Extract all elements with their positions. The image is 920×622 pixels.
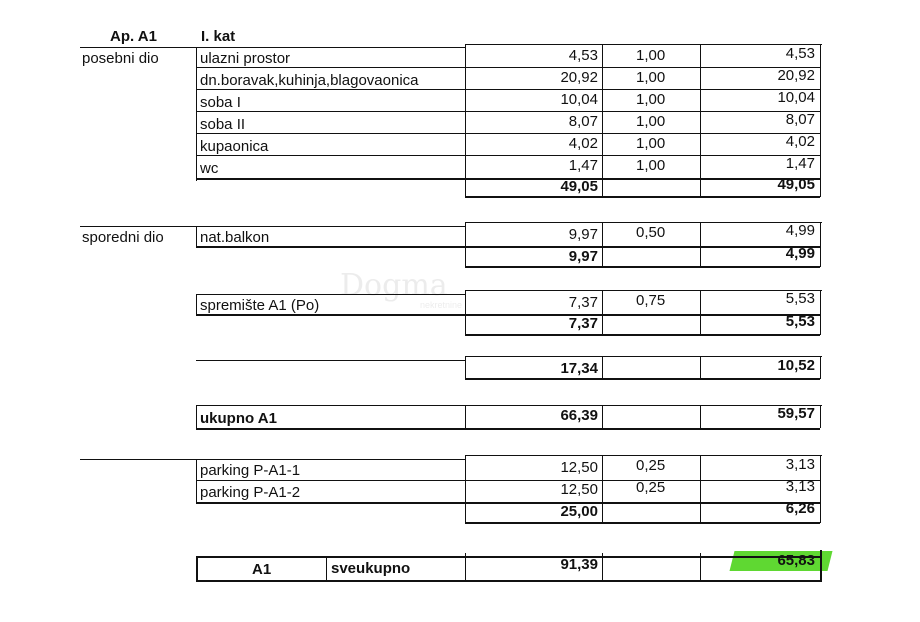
rule — [80, 47, 466, 48]
subtotal-area: 17,34 — [560, 360, 598, 377]
grid-line — [602, 455, 603, 523]
rule — [465, 266, 820, 268]
room-coef: 0,50 — [636, 224, 666, 241]
section-total-net: 49,05 — [777, 176, 815, 193]
grid-line — [196, 556, 198, 581]
room-net: 8,07 — [785, 111, 815, 128]
room-name: ulazni prostor — [200, 50, 291, 67]
grid-line — [465, 553, 466, 581]
room-name: wc — [200, 160, 219, 177]
room-coef: 1,00 — [636, 113, 666, 130]
section-label-sporedni: sporedni dio — [82, 229, 164, 246]
rule — [80, 226, 466, 227]
room-area: 4,53 — [568, 47, 598, 64]
grid-line — [820, 405, 821, 428]
room-coef: 1,00 — [636, 135, 666, 152]
grid-line — [465, 222, 466, 267]
parking-coef: 0,25 — [636, 457, 666, 474]
parking-area: 12,50 — [560, 481, 598, 498]
floor-title: I. kat — [201, 28, 236, 45]
grid-line — [602, 356, 603, 379]
grid-line — [465, 356, 466, 379]
room-coef: 1,00 — [636, 91, 666, 108]
grand-total-label: sveukupno — [331, 560, 411, 577]
parking-net: 3,13 — [785, 456, 815, 473]
room-coef: 1,00 — [636, 69, 666, 86]
apartment-title: Ap. A1 — [110, 28, 157, 45]
grid-line — [602, 222, 603, 267]
grid-line — [602, 553, 603, 581]
room-area: 9,97 — [568, 226, 598, 243]
rule — [465, 522, 820, 524]
grid-line — [465, 290, 466, 335]
grid-line — [700, 356, 701, 379]
rule — [196, 294, 466, 295]
room-area: 10,04 — [560, 91, 598, 108]
grid-line — [465, 405, 466, 428]
room-area: 8,07 — [568, 113, 598, 130]
room-net: 10,04 — [777, 89, 815, 106]
room-area: 4,02 — [568, 135, 598, 152]
grid-line — [820, 44, 821, 197]
room-name: spremište A1 (Po) — [200, 297, 320, 314]
grid-line — [602, 290, 603, 335]
rule — [196, 360, 466, 361]
room-net: 20,92 — [777, 67, 815, 84]
rule — [465, 196, 820, 198]
room-coef: 1,00 — [636, 47, 666, 64]
grand-total-area: 91,39 — [560, 556, 598, 573]
grid-line — [196, 405, 197, 428]
room-net: 1,47 — [785, 155, 815, 172]
room-net: 5,53 — [785, 290, 815, 307]
grid-line — [820, 356, 821, 379]
ukupno-label: ukupno A1 — [200, 410, 277, 427]
parking-total-net: 6,26 — [785, 500, 815, 517]
grid-line — [700, 405, 701, 428]
grand-total-unit: A1 — [252, 561, 272, 578]
subtotal-net: 10,52 — [777, 357, 815, 374]
section-total-area: 49,05 — [560, 178, 598, 195]
rule — [80, 459, 466, 460]
grid-line — [820, 550, 822, 580]
ukupno-area: 66,39 — [560, 407, 598, 424]
room-net: 4,02 — [785, 133, 815, 150]
ukupno-net: 59,57 — [777, 405, 815, 422]
section-total-area: 9,97 — [568, 248, 598, 265]
room-area: 7,37 — [568, 294, 598, 311]
room-name: soba II — [200, 116, 246, 133]
grid-line — [465, 455, 466, 523]
room-name: dn.boravak,kuhinja,blagovaonica — [200, 72, 419, 89]
room-coef: 1,00 — [636, 157, 666, 174]
room-area: 1,47 — [568, 157, 598, 174]
watermark-subtext: nekretnine — [420, 300, 463, 310]
rule — [465, 334, 820, 336]
grand-total-net: 65,83 — [777, 552, 815, 569]
grid-line — [700, 290, 701, 335]
room-name: nat.balkon — [200, 229, 270, 246]
section-total-area: 7,37 — [568, 315, 598, 332]
section-total-net: 5,53 — [785, 313, 815, 330]
parking-name: parking P-A1-1 — [200, 462, 301, 479]
room-net: 4,99 — [785, 222, 815, 239]
grid-line — [700, 222, 701, 267]
grid-line — [820, 290, 821, 335]
grid-line — [820, 222, 821, 267]
parking-total-area: 25,00 — [560, 503, 598, 520]
rule — [196, 428, 820, 430]
grid-line — [700, 553, 701, 581]
room-area: 20,92 — [560, 69, 598, 86]
grid-line — [820, 455, 821, 523]
parking-net: 3,13 — [785, 478, 815, 495]
room-name: kupaonica — [200, 138, 269, 155]
grid-line — [196, 459, 197, 503]
grid-line — [326, 556, 327, 581]
grid-line — [196, 294, 197, 315]
rule — [196, 580, 822, 582]
grid-line — [196, 226, 197, 247]
room-name: soba I — [200, 94, 241, 111]
watermark-logo: Dogma — [340, 268, 448, 303]
grid-line — [602, 405, 603, 428]
parking-area: 12,50 — [560, 459, 598, 476]
room-coef: 0,75 — [636, 292, 666, 309]
parking-name: parking P-A1-2 — [200, 484, 301, 501]
section-label-posebni: posebni dio — [82, 50, 159, 67]
rule — [465, 378, 820, 380]
section-total-net: 4,99 — [785, 245, 815, 262]
room-net: 4,53 — [785, 45, 815, 62]
parking-coef: 0,25 — [636, 479, 666, 496]
grid-line — [700, 455, 701, 523]
